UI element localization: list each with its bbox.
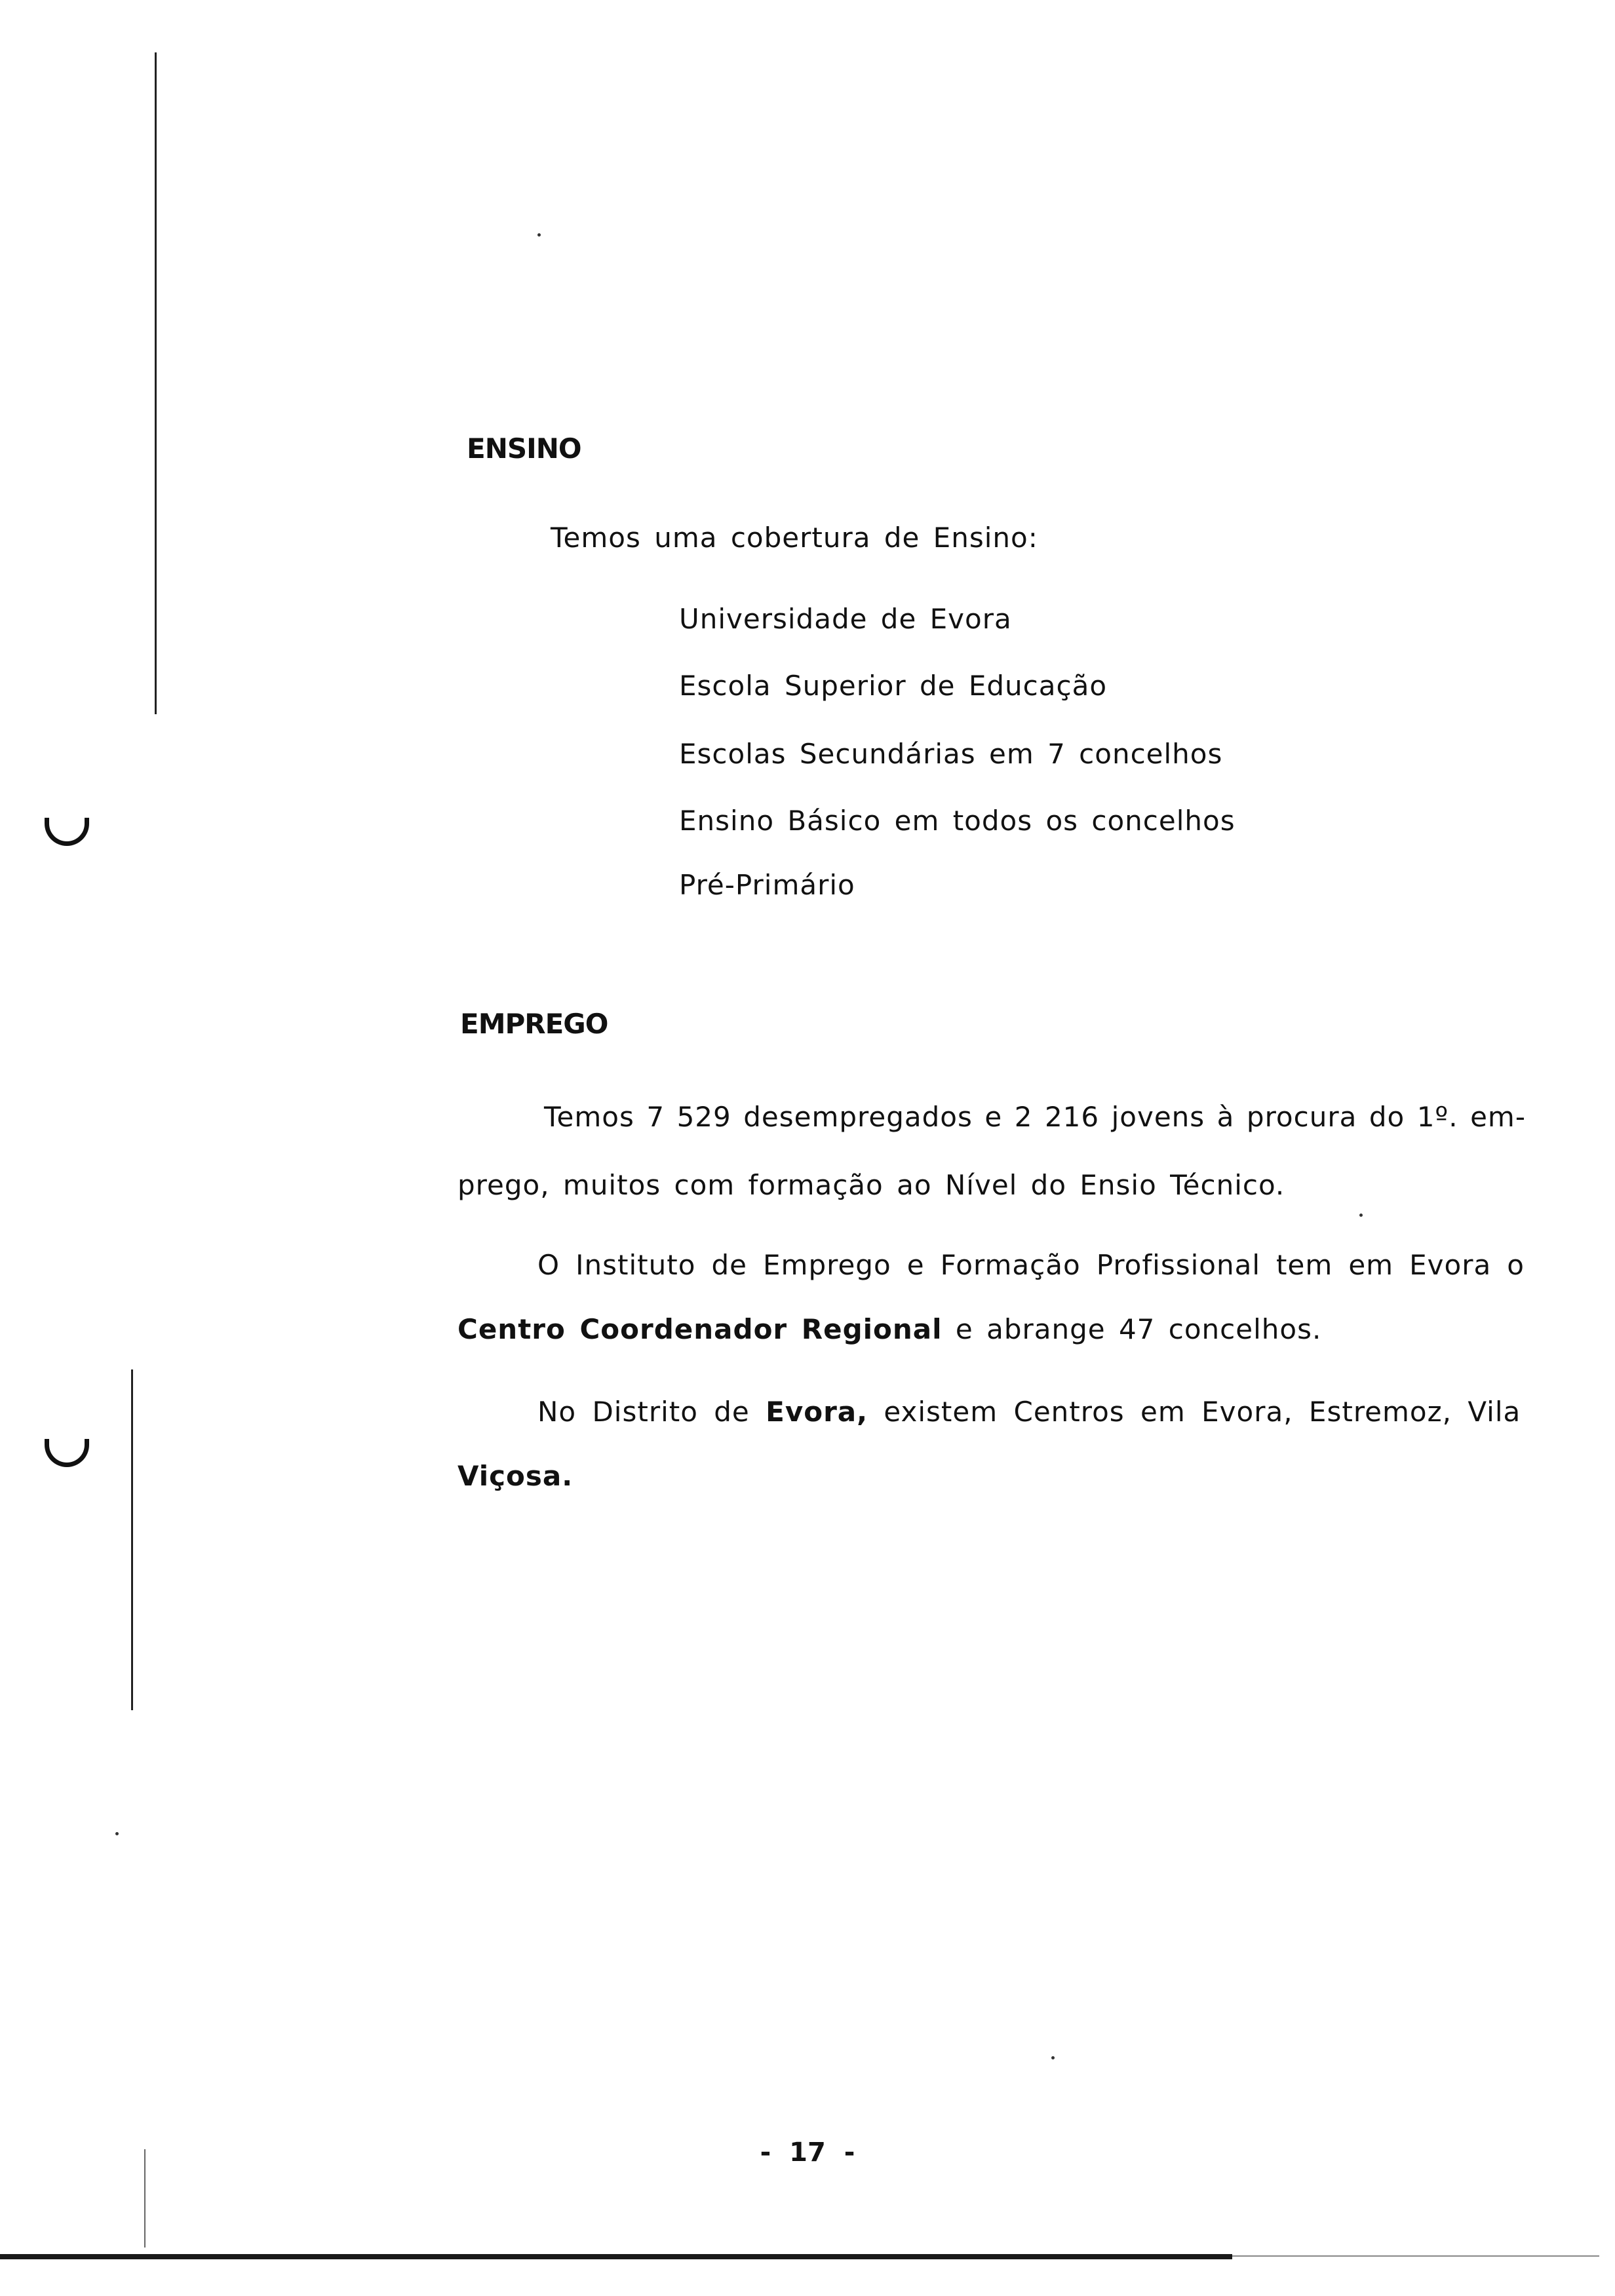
paragraph-line: Temos 7 529 desempregados e 2 216 jovens à procura do 1º. em- [544,1101,1526,1133]
scan-margin-line-middle [131,1369,133,1710]
section-heading-ensino: ENSINO [467,432,581,465]
scan-speck [115,1832,119,1835]
paragraph-line: prego, muitos com formação ao Nível do Ensio Técnico. [457,1169,1285,1201]
scan-speck [537,233,541,237]
punch-hole-mark-upper [45,818,89,846]
bottom-scan-edge [0,2254,1232,2259]
list-item: Pré-Primário [679,869,855,901]
line-remainder: e abrange 47 concelhos. [942,1313,1322,1345]
section-heading-emprego: EMPREGO [460,1008,608,1040]
ensino-intro: Temos uma cobertura de Ensino: [551,522,1038,554]
list-item: Escolas Secundárias em 7 concelhos [679,738,1223,770]
paragraph-line [537,1396,1521,1428]
list-item: Universidade de Evora [679,603,1012,635]
scan-speck [1359,1214,1363,1217]
page-number: - 17 - [760,2137,855,2168]
paragraph-line: O Instituto de Emprego e Formação Profissional tem em Evora o [537,1249,1525,1281]
bold-phrase-centro-coordenador: Centro Coordenador Regional [457,1313,943,1345]
line-start: No Distrito de [537,1396,766,1428]
bottom-scan-edge-faint [1232,2255,1599,2257]
list-item: Ensino Básico em todos os concelhos [679,805,1236,837]
list-item: Escola Superior de Educação [679,670,1108,702]
paragraph-line [457,1313,1321,1345]
bold-word-evora: Evora, [766,1396,868,1428]
scan-margin-line-top [155,52,157,714]
punch-hole-mark-lower [45,1439,89,1467]
scan-speck [1051,2056,1055,2059]
paragraph-line: Viçosa. [457,1460,574,1492]
line-remainder: existem Centros em Evora, Estremoz, Vila [868,1396,1521,1428]
